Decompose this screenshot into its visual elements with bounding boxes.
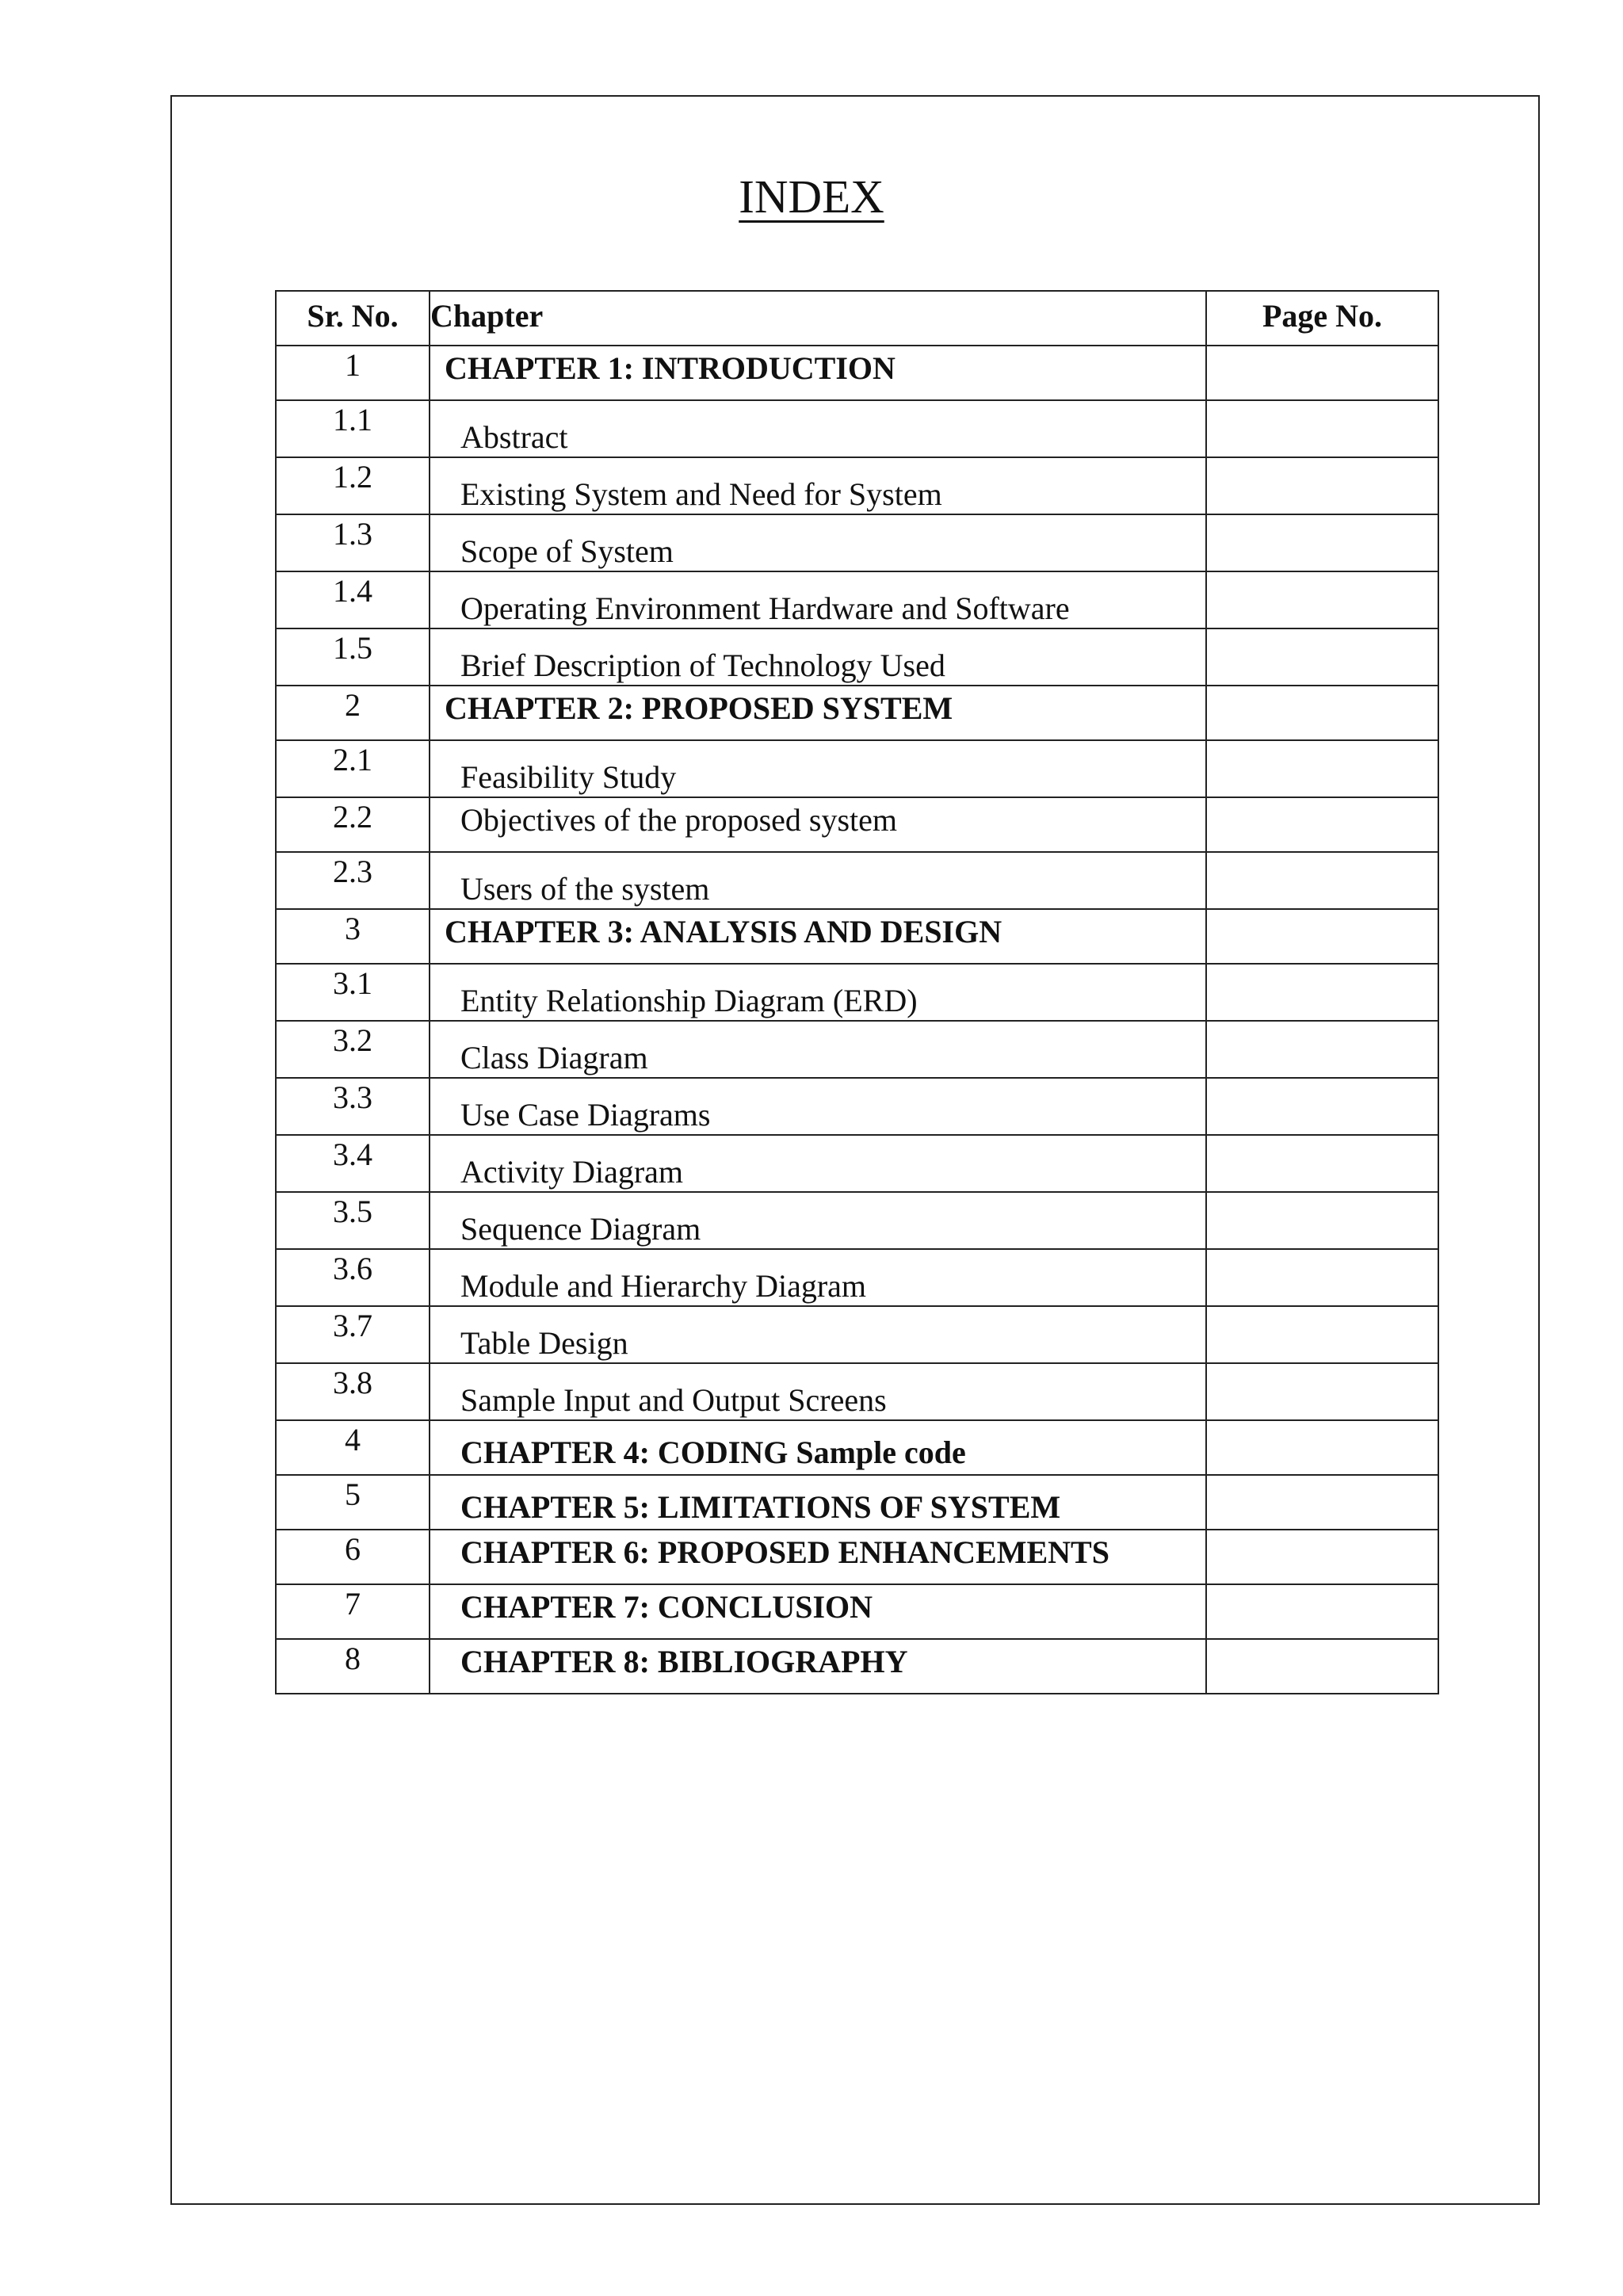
row-sr-no: 2.3 [276, 852, 430, 909]
row-page-no [1206, 1306, 1438, 1363]
row-page-no [1206, 740, 1438, 797]
row-chapter: Table Design [430, 1306, 1206, 1363]
row-chapter: Brief Description of Technology Used [430, 628, 1206, 686]
row-page-no [1206, 1584, 1438, 1639]
row-chapter: Abstract [430, 400, 1206, 457]
table-row [276, 1639, 1438, 1694]
page-title [0, 165, 1623, 228]
header-page-no: Page No. [1206, 291, 1438, 346]
row-chapter: Sequence Diagram [430, 1192, 1206, 1249]
row-page-no [1206, 1475, 1438, 1530]
table-row [276, 1192, 1438, 1249]
row-sr-no: 3.6 [276, 1249, 430, 1306]
row-chapter: Use Case Diagrams [430, 1078, 1206, 1135]
row-chapter: Operating Environment Hardware and Software [430, 571, 1206, 628]
row-sr-no: 3.8 [276, 1363, 430, 1420]
table-row [276, 571, 1438, 628]
table-row [276, 852, 1438, 909]
table-row [276, 1249, 1438, 1306]
row-sr-no: 6 [276, 1530, 430, 1584]
row-chapter: Module and Hierarchy Diagram [430, 1249, 1206, 1306]
row-chapter: CHAPTER 7: CONCLUSION [430, 1584, 1206, 1639]
row-page-no [1206, 1639, 1438, 1694]
table-row [276, 1363, 1438, 1420]
row-chapter: Entity Relationship Diagram (ERD) [430, 964, 1206, 1021]
row-page-no [1206, 964, 1438, 1021]
page-title-text: INDEX [739, 170, 884, 223]
row-sr-no: 2.2 [276, 797, 430, 852]
row-sr-no: 1.1 [276, 400, 430, 457]
table-row [276, 964, 1438, 1021]
table-row [276, 400, 1438, 457]
header-sr-no: Sr. No. [276, 291, 430, 346]
row-sr-no: 1.2 [276, 457, 430, 514]
row-chapter: CHAPTER 6: PROPOSED ENHANCEMENTS [430, 1530, 1206, 1584]
row-page-no [1206, 514, 1438, 571]
table-row [276, 1475, 1438, 1530]
row-chapter: Existing System and Need for System [430, 457, 1206, 514]
table-row [276, 457, 1438, 514]
row-page-no [1206, 400, 1438, 457]
row-sr-no: 1.3 [276, 514, 430, 571]
row-sr-no: 1.5 [276, 628, 430, 686]
row-chapter: Activity Diagram [430, 1135, 1206, 1192]
row-page-no [1206, 628, 1438, 686]
header-chapter: Chapter [430, 291, 1206, 346]
row-sr-no: 3.3 [276, 1078, 430, 1135]
index-table [275, 290, 1439, 1694]
row-page-no [1206, 1249, 1438, 1306]
row-sr-no: 2.1 [276, 740, 430, 797]
table-row [276, 346, 1438, 400]
table-row [276, 1420, 1438, 1475]
row-page-no [1206, 1530, 1438, 1584]
row-page-no [1206, 457, 1438, 514]
table-row [276, 1530, 1438, 1584]
row-chapter: CHAPTER 1: INTRODUCTION [430, 346, 1206, 400]
row-page-no [1206, 1363, 1438, 1420]
row-chapter: CHAPTER 8: BIBLIOGRAPHY [430, 1639, 1206, 1694]
table-row [276, 740, 1438, 797]
row-page-no [1206, 1021, 1438, 1078]
row-chapter: CHAPTER 5: LIMITATIONS OF SYSTEM [430, 1475, 1206, 1530]
row-sr-no: 7 [276, 1584, 430, 1639]
row-chapter: Objectives of the proposed system [430, 797, 1206, 852]
row-sr-no: 1.4 [276, 571, 430, 628]
row-sr-no: 3.7 [276, 1306, 430, 1363]
row-chapter: Users of the system [430, 852, 1206, 909]
row-page-no [1206, 852, 1438, 909]
row-page-no [1206, 571, 1438, 628]
row-page-no [1206, 909, 1438, 964]
row-sr-no: 3.2 [276, 1021, 430, 1078]
table-row [276, 686, 1438, 740]
row-sr-no: 3.4 [276, 1135, 430, 1192]
table-row [276, 514, 1438, 571]
table-row [276, 909, 1438, 964]
row-sr-no: 5 [276, 1475, 430, 1530]
table-row [276, 797, 1438, 852]
table-row [276, 1584, 1438, 1639]
row-sr-no: 2 [276, 686, 430, 740]
row-chapter: Feasibility Study [430, 740, 1206, 797]
row-sr-no: 1 [276, 346, 430, 400]
row-page-no [1206, 1135, 1438, 1192]
row-chapter: CHAPTER 3: ANALYSIS AND DESIGN [430, 909, 1206, 964]
row-chapter: CHAPTER 4: CODING Sample code [430, 1420, 1206, 1475]
row-page-no [1206, 797, 1438, 852]
row-sr-no: 3.5 [276, 1192, 430, 1249]
row-chapter: Class Diagram [430, 1021, 1206, 1078]
row-page-no [1206, 1078, 1438, 1135]
row-chapter: Scope of System [430, 514, 1206, 571]
row-chapter: Sample Input and Output Screens [430, 1363, 1206, 1420]
row-sr-no: 3 [276, 909, 430, 964]
row-sr-no: 8 [276, 1639, 430, 1694]
row-page-no [1206, 1420, 1438, 1475]
row-sr-no: 4 [276, 1420, 430, 1475]
table-row [276, 1135, 1438, 1192]
row-page-no [1206, 346, 1438, 400]
table-row [276, 1078, 1438, 1135]
table-row [276, 1021, 1438, 1078]
row-page-no [1206, 686, 1438, 740]
table-row [276, 628, 1438, 686]
row-page-no [1206, 1192, 1438, 1249]
row-chapter: CHAPTER 2: PROPOSED SYSTEM [430, 686, 1206, 740]
row-sr-no: 3.1 [276, 964, 430, 1021]
table-header-row [276, 291, 1438, 346]
table-row [276, 1306, 1438, 1363]
